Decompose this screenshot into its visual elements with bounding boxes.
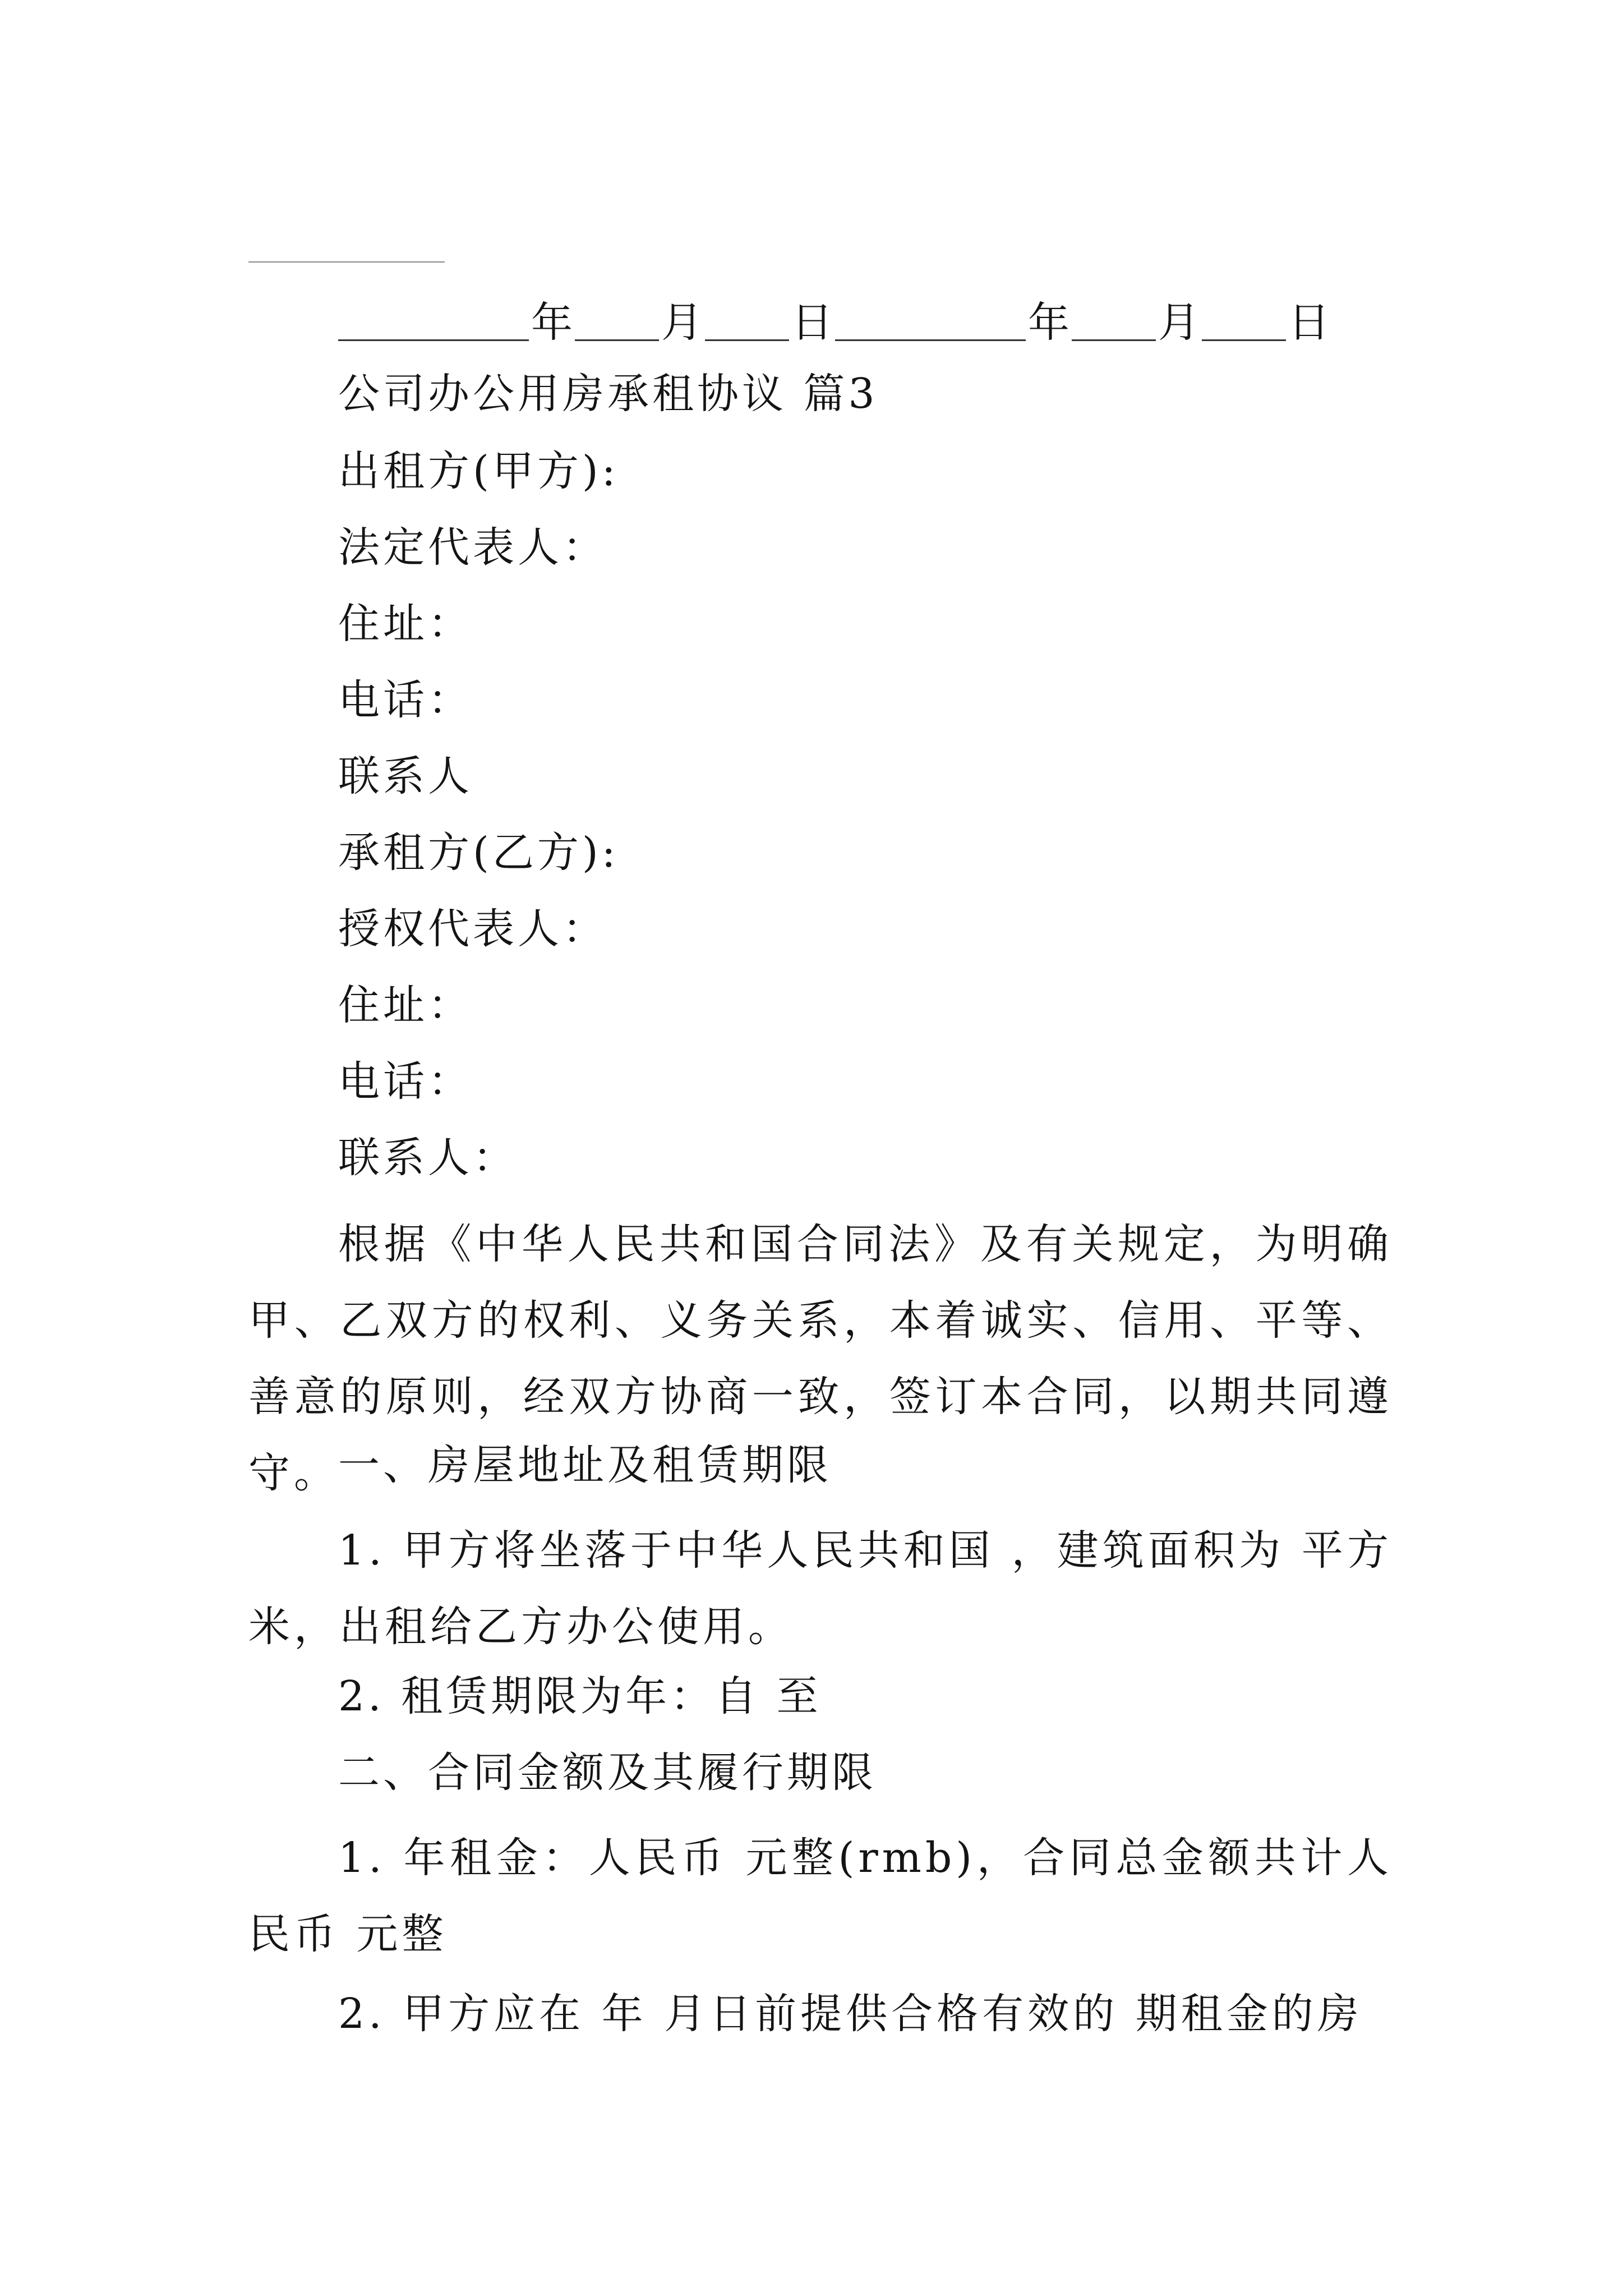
lessee-address-label: 住址： — [338, 981, 473, 1029]
day-blank-1 — [705, 339, 789, 341]
lessor-address-label: 住址： — [338, 600, 473, 648]
section-1-item-2: 2. 租赁期限为年：自 至 — [338, 1672, 822, 1720]
top-divider — [248, 261, 445, 263]
day-label-1: 日 — [791, 298, 833, 347]
month-blank-2 — [1072, 339, 1156, 341]
day-blank-2 — [1202, 339, 1286, 341]
lessee-representative-label: 授权代表人： — [338, 905, 607, 953]
section-1-item-1: 1. 甲方将坐落于中华人民共和国 ，建筑面积为 平方米，出租给乙方办公使用。 — [248, 1526, 1393, 1651]
month-blank-1 — [575, 339, 659, 341]
lessor-contact-label: 联系人 — [338, 752, 473, 800]
year-label-2: 年 — [1028, 298, 1069, 347]
section-2-title: 二、合同金额及其履行期限 — [338, 1749, 877, 1797]
year-blank-1 — [338, 339, 529, 341]
lessor-representative-label: 法定代表人： — [338, 523, 607, 572]
section-2-item-2: 2. 甲方应在 年 月日前提供合格有效的 期租金的房 — [338, 1990, 1363, 2038]
lessee-phone-label: 电话： — [338, 1057, 473, 1106]
lessor-phone-label: 电话： — [338, 676, 473, 724]
section-2-item-1: 1. 年租金：人民币 元整(rmb)，合同总金额共计人民币 元整 — [248, 1834, 1393, 1958]
agreement-heading: 公司办公用房承租协议 篇3 — [338, 370, 878, 418]
preamble-paragraph: 根据《中华人民共和国合同法》及有关规定，为明确甲、乙双方的权利、义务关系，本着诚实、信用、平等、善意的原则，经双方协商一致，签订本合同，以期共同遵守。 — [248, 1220, 1393, 1497]
month-label-1: 月 — [661, 298, 703, 347]
day-label-2: 日 — [1288, 298, 1330, 347]
month-label-2: 月 — [1158, 298, 1200, 347]
section-1-title: 一、房屋地址及租赁期限 — [338, 1441, 832, 1489]
lessee-label: 承租方(乙方): — [338, 829, 619, 877]
year-blank-2 — [835, 339, 1026, 341]
year-label-1: 年 — [531, 298, 573, 347]
lessor-label: 出租方(甲方): — [338, 447, 619, 495]
signature-date-line — [338, 292, 1332, 353]
lessee-contact-label: 联系人： — [338, 1134, 518, 1182]
